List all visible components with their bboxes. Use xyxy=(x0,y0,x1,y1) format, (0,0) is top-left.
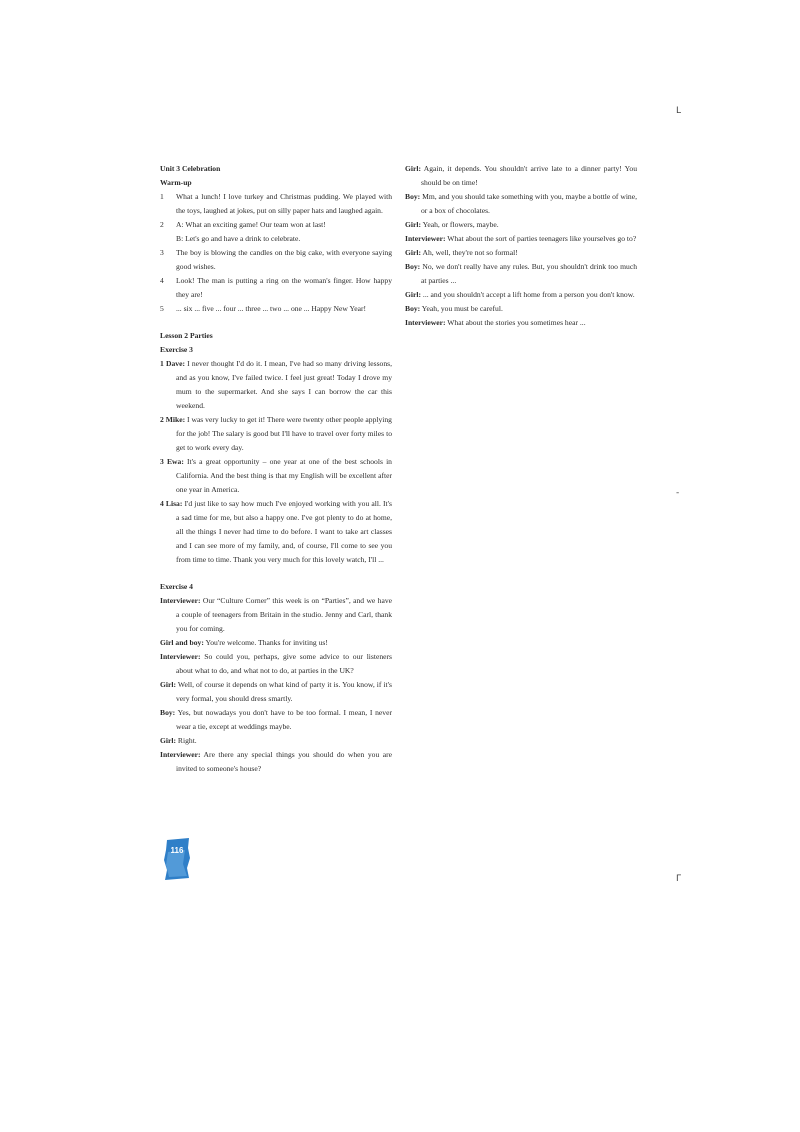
item-number: 2 xyxy=(160,220,164,229)
page-number: 116 xyxy=(170,846,184,855)
item-text: What a lunch! I love turkey and Christmas pudding. We played with the toys, laughed at jokes, put on silly paper hats and laughed again. xyxy=(176,192,392,215)
dialogue-line xyxy=(160,678,392,706)
speech-text: ... and you shouldn't accept a lift home from a person you don't know. xyxy=(421,290,635,299)
speaker-label: Interviewer: xyxy=(405,234,446,243)
dialogue-line xyxy=(160,650,392,678)
speech-text: It's a great opportunity – one year at one of the best schools in California. And the best thing is that my English will be excellent after one year in America. xyxy=(176,457,392,494)
exercise4-heading: Exercise 4 xyxy=(160,582,193,591)
dialogue-line xyxy=(160,636,392,650)
speech-text: So could you, perhaps, give some advice to our listeners about what to do, and what not to do, at parties in the UK? xyxy=(176,652,392,675)
exercise3-item xyxy=(160,413,392,455)
item-number: 5 xyxy=(160,304,164,313)
exercise3-list xyxy=(160,357,392,567)
speaker-label: 2 Mike: xyxy=(160,415,186,424)
dialogue-line xyxy=(405,288,637,302)
speech-text: I never thought I'd do it. I mean, I've had so many driving lessons, and as you know, I've failed twice. I feel just great! Today I drove my mum to the supermarket. And she says I can borrow the car this weekend. xyxy=(176,359,392,410)
dialogue-line xyxy=(160,594,392,636)
exercise3-heading: Exercise 3 xyxy=(160,345,193,354)
dialogue-line xyxy=(405,260,637,288)
speaker-label: Boy: xyxy=(405,192,421,201)
speaker-label: Girl: xyxy=(405,220,422,229)
speaker-label: Boy: xyxy=(405,304,421,313)
crop-mark-bottom-right: Γ xyxy=(676,874,682,884)
speech-text: I was very lucky to get it! There were twenty other people applying for the job! The salary is good but I'll have to travel over forty miles to get to work every day. xyxy=(176,415,392,452)
crop-mark-top-right: L xyxy=(676,106,682,116)
warmup-item xyxy=(160,302,392,316)
speech-text: Right. xyxy=(176,736,197,745)
speech-text: Mm, and you should take something with you, maybe a bottle of wine, or a box of chocolates. xyxy=(420,192,637,215)
speaker-label: 1 Dave: xyxy=(160,359,185,368)
item-text: A: What an exciting game! Our team won at last! xyxy=(176,220,326,229)
item-text: ... six ... five ... four ... three ... two ... one ... Happy New Year! xyxy=(176,304,367,313)
dialogue-line xyxy=(405,302,637,316)
dialogue-line xyxy=(160,706,392,734)
speech-text: Yeah, you must be careful. xyxy=(420,304,503,313)
right-column xyxy=(405,162,637,330)
warmup-item xyxy=(160,232,392,246)
exercise3-item xyxy=(160,497,392,567)
speaker-label: Girl: xyxy=(405,164,422,173)
speech-text: Ah, well, they're not so formal! xyxy=(421,248,518,257)
dialogue-line xyxy=(405,218,637,232)
speaker-label: 3 Ewa: xyxy=(160,457,184,466)
dialogue-line xyxy=(405,232,637,246)
item-text: B: Let's go and have a drink to celebrate. xyxy=(176,234,301,243)
dialogue-line xyxy=(405,316,637,330)
exercise3-item xyxy=(160,357,392,413)
speech-text: Our “Culture Corner” this week is on “Parties”, and we have a couple of teenagers from Britain in the studio. Jenny and Carl, thank you for coming. xyxy=(176,596,392,633)
left-column xyxy=(160,162,392,776)
dialogue-line xyxy=(405,190,637,218)
speaker-label: Girl: xyxy=(160,680,177,689)
speaker-label: Girl: xyxy=(405,248,422,257)
speaker-label: Boy: xyxy=(405,262,421,271)
speaker-label: Interviewer: xyxy=(160,652,201,661)
crop-mark-middle-right: - xyxy=(676,488,680,498)
page-number-badge xyxy=(163,838,191,880)
warmup-item xyxy=(160,274,392,302)
warmup-item xyxy=(160,246,392,274)
speech-text: Are there any special things you should do when you are invited to someone's house? xyxy=(176,750,392,773)
unit-title: Unit 3 Celebration xyxy=(160,164,221,173)
speaker-label: Girl: xyxy=(405,290,422,299)
speech-text: You're welcome. Thanks for inviting us! xyxy=(203,638,328,647)
warmup-list xyxy=(160,190,392,316)
speech-text: Well, of course it depends on what kind of party it is. You know, if it's very formal, you should dress smartly. xyxy=(176,680,392,703)
speaker-label: Interviewer: xyxy=(160,596,201,605)
speech-text: What about the sort of parties teenagers like yourselves go to? xyxy=(445,234,637,243)
speech-text: Again, it depends. You shouldn't arrive late to a dinner party! You should be on time! xyxy=(421,164,637,187)
speech-text: No, we don't really have any rules. But, you shouldn't drink too much at parties ... xyxy=(420,262,637,285)
dialogue-line xyxy=(160,748,392,776)
item-text: Look! The man is putting a ring on the woman's finger. How happy they are! xyxy=(176,276,392,299)
speech-text: What about the stories you sometimes hear ... xyxy=(445,318,586,327)
lesson-heading: Lesson 2 Parties xyxy=(160,331,213,340)
dialogue-line xyxy=(405,162,637,190)
warmup-item xyxy=(160,218,392,232)
item-number: 3 xyxy=(160,248,164,257)
item-number: 1 xyxy=(160,192,164,201)
item-number: 4 xyxy=(160,276,164,285)
speaker-label: Boy: xyxy=(160,708,176,717)
item-text: The boy is blowing the candles on the big cake, with everyone saying good wishes. xyxy=(176,248,392,271)
speaker-label: Interviewer: xyxy=(160,750,201,759)
exercise3-item xyxy=(160,455,392,497)
right-dialogue xyxy=(405,162,637,330)
warmup-item xyxy=(160,190,392,218)
exercise4-dialogue xyxy=(160,594,392,776)
dialogue-line xyxy=(405,246,637,260)
warmup-heading: Warm-up xyxy=(160,178,192,187)
speaker-label: Girl: xyxy=(160,736,177,745)
speaker-label: Interviewer: xyxy=(405,318,446,327)
dialogue-line xyxy=(160,734,392,748)
speech-text: Yes, but nowadays you don't have to be too formal. I mean, I never wear a tie, except at weddings maybe. xyxy=(175,708,392,731)
speech-text: Yeah, or flowers, maybe. xyxy=(421,220,499,229)
speech-text: I'd just like to say how much I've enjoyed working with you all. It's a sad time for me, but also a happy one. I've got plenty to do at home, all the things I never had time to do before. I want to take art classes and I can see more of my family, and, of course, I'll come to see you from time to time. Thank you very much for this lovely watch, I'll ... xyxy=(176,499,392,564)
speaker-label: Girl and boy: xyxy=(160,638,204,647)
speaker-label: 4 Lisa: xyxy=(160,499,183,508)
